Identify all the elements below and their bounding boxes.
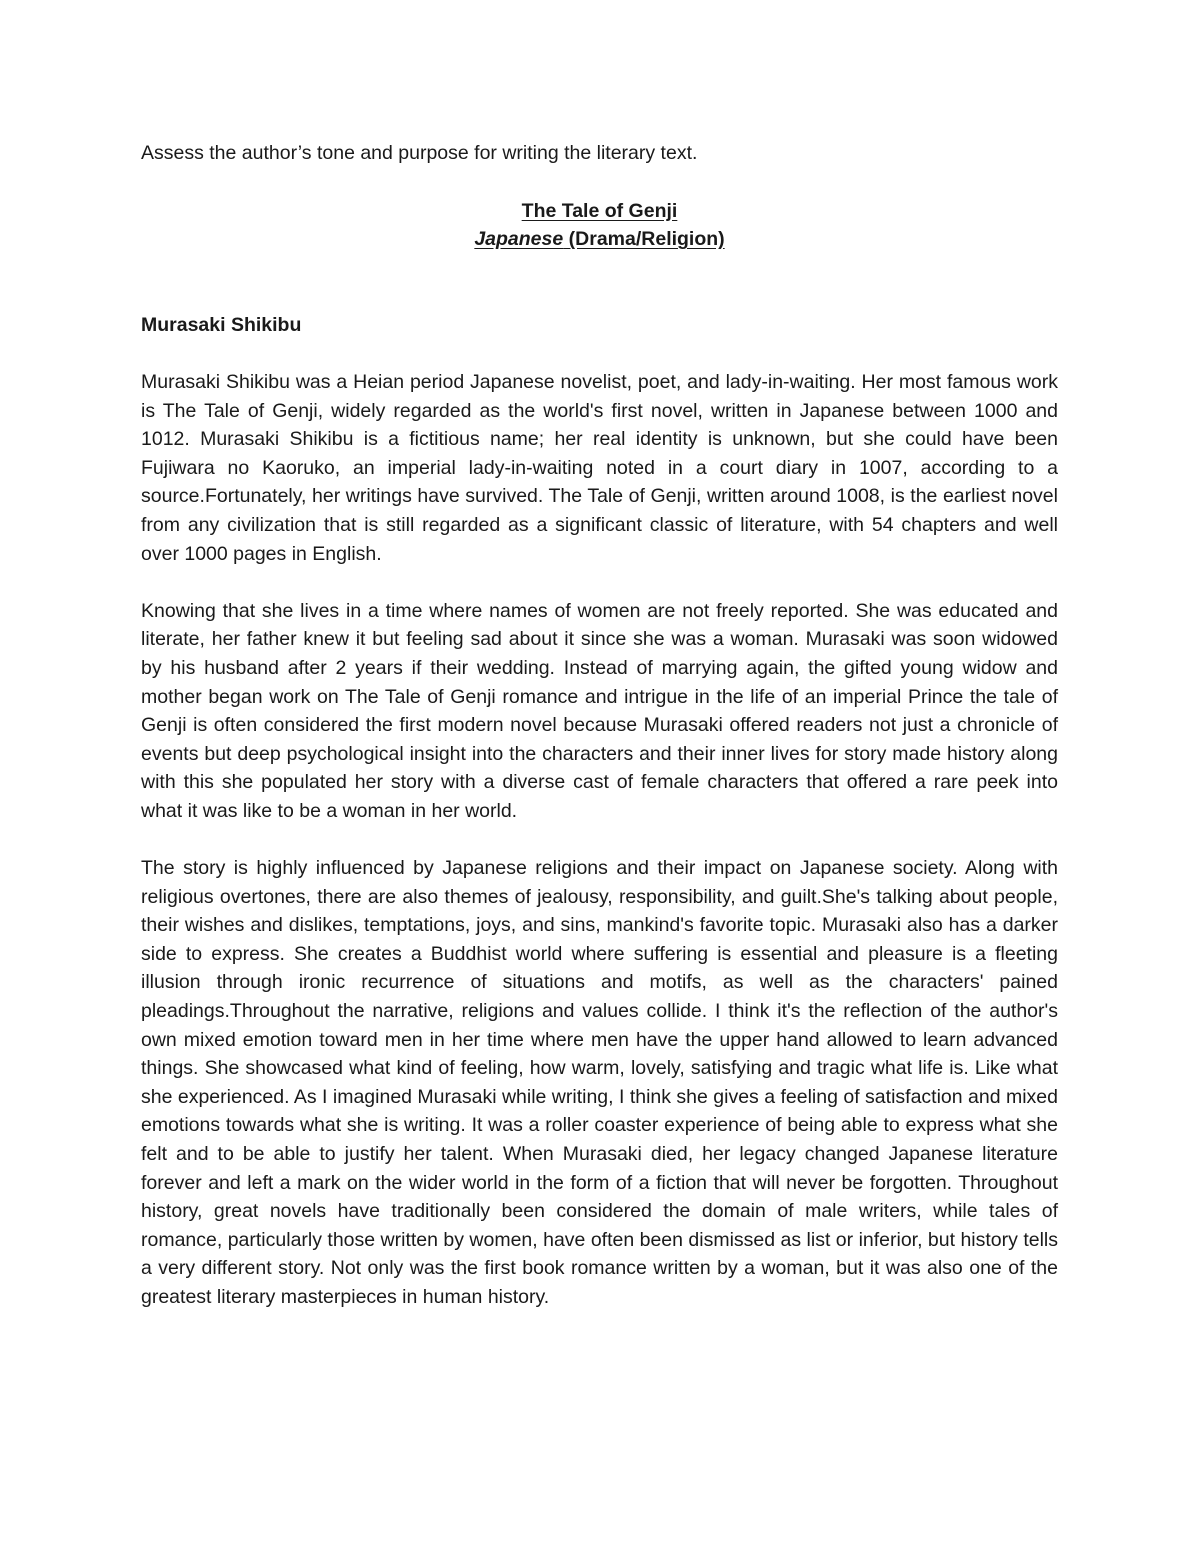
- assignment-prompt: Assess the author’s tone and purpose for writing the literary text.: [141, 142, 698, 164]
- paragraph-context: Knowing that she lives in a time where names of women are not freely reported. She was educated and literate, her father knew it but feeling sad about it since she was a woman. Murasaki was soon widowed by his husband after 2 years if their wedding. Instead of marrying again, the gifted young widow and mother began work on The Tale of Genji romance and intrigue in the life of an imperial Prince the tale of Genji is often considered the first modern novel because Murasaki offered readers not just a chronicle of events but deep psychological insight into the characters and their inner lives for story made history along with this she populated her story with a diverse cast of female characters that offered a rare peek into what it was like to be a woman in her world.: [141, 599, 1058, 822]
- author-heading: Murasaki Shikibu: [141, 313, 302, 336]
- paragraph-biography: Murasaki Shikibu was a Heian period Japanese novelist, poet, and lady-in-waiting. Her most famous work is The Tale of Genji, widely regarded as the world's first novel, written in Japanese between 1000 and 1012. Murasaki Shikibu is a fictitious name; her real identity is unknown, but she could have been Fujiwara no Kaoruko, an imperial lady-in-waiting noted in a court diary in 1007, according to a source.Fortunately, her writings have survived. The Tale of Genji, written around 1008, is the earliest novel from any civilization that is still regarded as a significant classic of literature, with 54 chapters and well over 1000 pages in English.: [141, 370, 1058, 565]
- genre-line: [141, 225, 1058, 254]
- genre-type: (Drama/Religion): [563, 228, 725, 251]
- paragraph-analysis: The story is highly influenced by Japanese religions and their impact on Japanese society. Along with religious overtones, there are also themes of jealousy, responsibility, and guilt.She's talking about people, their wishes and dislikes, temptations, joys, and sins, mankind's favorite topic. Murasaki also has a darker side to express. She creates a Buddhist world where suffering is essential and pleasure is a fleeting illusion through ironic recurrence of situations and motifs, as well as the characters' pained pleadings.Throughout the narrative, religions and values collide. I think it's the reflection of the author's own mixed emotion toward men in her time where men have the upper hand allowed to learn advanced things. She showcased what kind of feeling, how warm, lovely, satisfying and tragic what life is. Like what she experienced. As I imagined Murasaki while writing, I think she gives a feeling of satisfaction and mixed emotions towards what she is writing. It was a roller coaster experience of being able to express what she felt and to be able to justify her talent. When Murasaki died, her legacy changed Japanese literature forever and left a mark on the wider world in the form of a fiction that will never be forgotten. Throughout history, great novels have traditionally been considered the domain of male writers, while tales of romance, particularly those written by women, have often been dismissed as list or inferior, but history tells a very different story. Not only was the first book romance written by a woman, but it was also one of the greatest literary masterpieces in human history.: [141, 857, 1058, 1308]
- document-title: The Tale of Genji: [521, 199, 678, 222]
- title-block: [141, 197, 1058, 254]
- genre-language: Japanese: [474, 228, 564, 251]
- document-body: [141, 139, 1058, 1312]
